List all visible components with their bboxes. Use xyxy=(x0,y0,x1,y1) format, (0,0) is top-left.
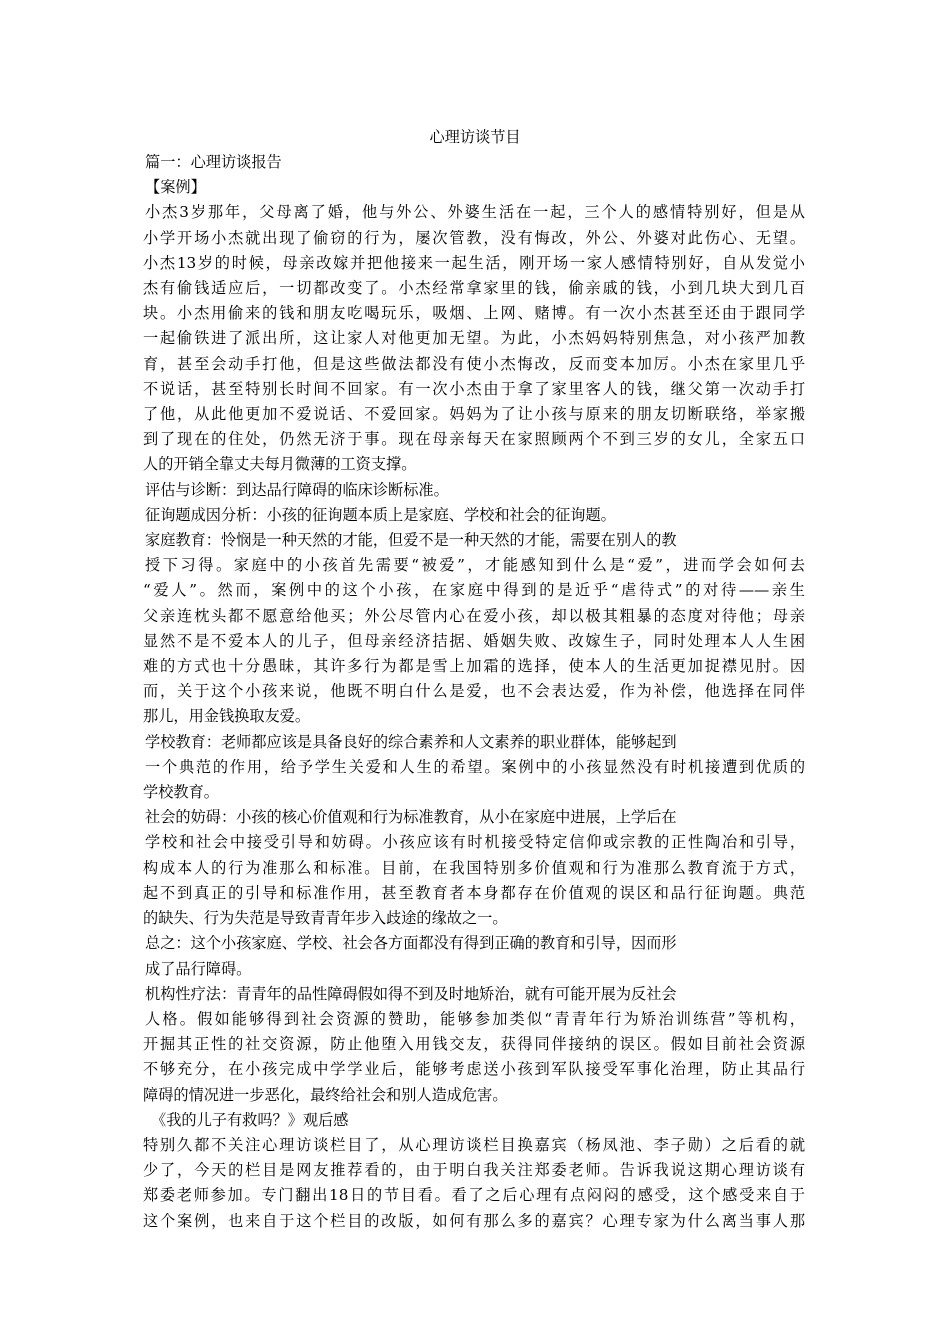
text-line: 《我的儿子有救吗？》观后感 xyxy=(151,1110,349,1129)
text-line: 的缺失、行为失范是导致青青年步入歧途的缘故之一。 xyxy=(143,909,508,928)
text-line: 一起偷铁进了派出所，这让家人对他更加无望。为此，小杰妈妈特别焦急，对小孩严加教 xyxy=(143,329,805,348)
text-line: 学校和社会中接受引导和妨碍。小孩应该有时机接受特定信仰或宗教的正性陶冶和引导， xyxy=(145,833,805,852)
text-line: “爱人”。然而，案例中的这个小孩，在家庭中得到的是近乎“虐待式”的对待——亲生 xyxy=(143,581,805,600)
text-line: 了他，从此他更加不爱说话、不爱回家。妈妈为了让小孩与原来的朋友切断联络，举家搬 xyxy=(143,405,805,424)
text-line: 这个案例，也来自于这个栏目的改版，如何有那么多的嘉宾？心理专家为什么离当事人那 xyxy=(143,1211,805,1230)
text-line: 社会的妨碍：小孩的核心价值观和行为标准教育，从小在家庭中进展，上学后在 xyxy=(145,808,677,827)
text-line: 小杰13岁的时候，母亲改嫁并把他接来一起生活，刚开场一家人感情特别好，自从发觉小 xyxy=(143,253,805,272)
text-line: 机构性疗法：青青年的品性障碍假如得不到及时地矫治，就有可能开展为反社会 xyxy=(145,984,677,1003)
text-line: 学校教育。 xyxy=(143,783,219,802)
text-line: 小杰3岁那年，父母离了婚，他与外公、外婆生活在一起，三个人的感情特别好，但是从 xyxy=(145,203,805,222)
text-line: 学校教育：老师都应该是具备良好的综合素养和人文素养的职业群体，能够起到 xyxy=(145,732,677,751)
text-line: 人的开销全靠丈夫每月微薄的工资支撑。 xyxy=(143,455,417,474)
text-line: 那儿，用金钱换取友爱。 xyxy=(143,707,311,726)
text-line: 家庭教育：怜悯是一种天然的才能，但爱不是一种天然的才能，需要在别人的教 xyxy=(145,531,677,550)
text-line: 显然不是不爱本人的儿子，但母亲经济拮据、婚姻失败、改嫁生子，同时处理本人人生困 xyxy=(143,631,805,650)
text-line: 郑委老师参加。专门翻出18日的节目看。看了之后心理有点闷闷的感受，这个感受来自于 xyxy=(143,1186,805,1205)
text-line: 而，关于这个小孩来说，他既不明白什么是爱，也不会表达爱，作为补偿，他选择在同伴 xyxy=(143,682,805,701)
text-line: 征询题成因分析：小孩的征询题本质上是家庭、学校和社会的征询题。 xyxy=(145,505,616,524)
text-line: 育，甚至会动手打他，但是这些做法都没有使小杰悔改，反而变本加厉。小杰在家里几乎 xyxy=(143,354,805,373)
text-line: 障碍的情况进一步恶化，最终给社会和别人造成危害。 xyxy=(143,1085,508,1104)
document-title: 心理访谈节目 xyxy=(429,128,521,146)
text-line: 一个典范的作用，给予学生关爱和人生的希望。案例中的小孩显然没有时机接遭到优质的 xyxy=(145,757,805,776)
text-line: 不够充分，在小孩完成中学学业后，能够考虑送小孩到军队接受军事化治理，防止其品行 xyxy=(143,1060,805,1079)
text-line: 父亲连枕头都不愿意给他买；外公尽管内心在爱小孩，却以极其粗暴的态度对待他；母亲 xyxy=(143,606,805,625)
text-line: 小学开场小杰就出现了偷窃的行为，屡次管教，没有悔改，外公、外婆对此伤心、无望。 xyxy=(143,228,805,247)
text-line: 起不到真正的引导和标准作用，甚至教育者本身都存在价值观的误区和品行征询题。典范 xyxy=(143,883,805,902)
text-line: 成了品行障碍。 xyxy=(145,959,252,978)
text-line: 授下习得。家庭中的小孩首先需要“被爱”，才能感知到什么是“爱”，进而学会如何去 xyxy=(145,556,805,575)
document-body xyxy=(145,150,805,1234)
text-line: 特别久都不关注心理访谈栏目了，从心理访谈栏目换嘉宾（杨凤池、李子勋）之后看的就 xyxy=(143,1135,805,1154)
text-line: 评估与诊断：到达品行障碍的临床诊断标准。 xyxy=(145,480,449,499)
text-line: 总之：这个小孩家庭、学校、社会各方面都没有得到正确的教育和引导，因而形 xyxy=(145,934,677,953)
text-line: 【案例】 xyxy=(145,178,206,197)
text-line: 构成本人的行为准那么和标准。目前，在我国特别多价值观和行为准那么教育流于方式， xyxy=(143,858,805,877)
text-line: 篇一：心理访谈报告 xyxy=(145,153,282,171)
text-line: 难的方式也十分愚昧，其许多行为都是雪上加霜的选择，使本人的生活更加捉襟见肘。因 xyxy=(143,657,805,676)
text-line: 杰有偷钱适应后，一切都改变了。小杰经常拿家里的钱，偷亲戚的钱，小到几块大到几百 xyxy=(143,279,805,298)
text-line: 不说话，甚至特别长时间不回家。有一次小杰由于拿了家里客人的钱，继父第一次动手打 xyxy=(143,379,805,398)
text-line: 人格。假如能够得到社会资源的赞助，能够参加类似“青青年行为矫治训练营”等机构， xyxy=(145,1009,805,1028)
text-line: 少了，今天的栏目是网友推荐看的，由于明白我关注郑委老师。告诉我说这期心理访谈有 xyxy=(143,1161,805,1180)
text-line: 开掘其正性的社交资源，防止他堕入用钱交友，获得同伴接纳的误区。假如目前社会资源 xyxy=(143,1035,805,1054)
text-line: 块。小杰用偷来的钱和朋友吃喝玩乐，吸烟、上网、赌博。有一次小杰甚至还由于跟同学 xyxy=(143,304,805,323)
text-line: 到了现在的住处，仍然无济于事。现在母亲每天在家照顾两个不到三岁的女儿，全家五口 xyxy=(143,430,805,449)
